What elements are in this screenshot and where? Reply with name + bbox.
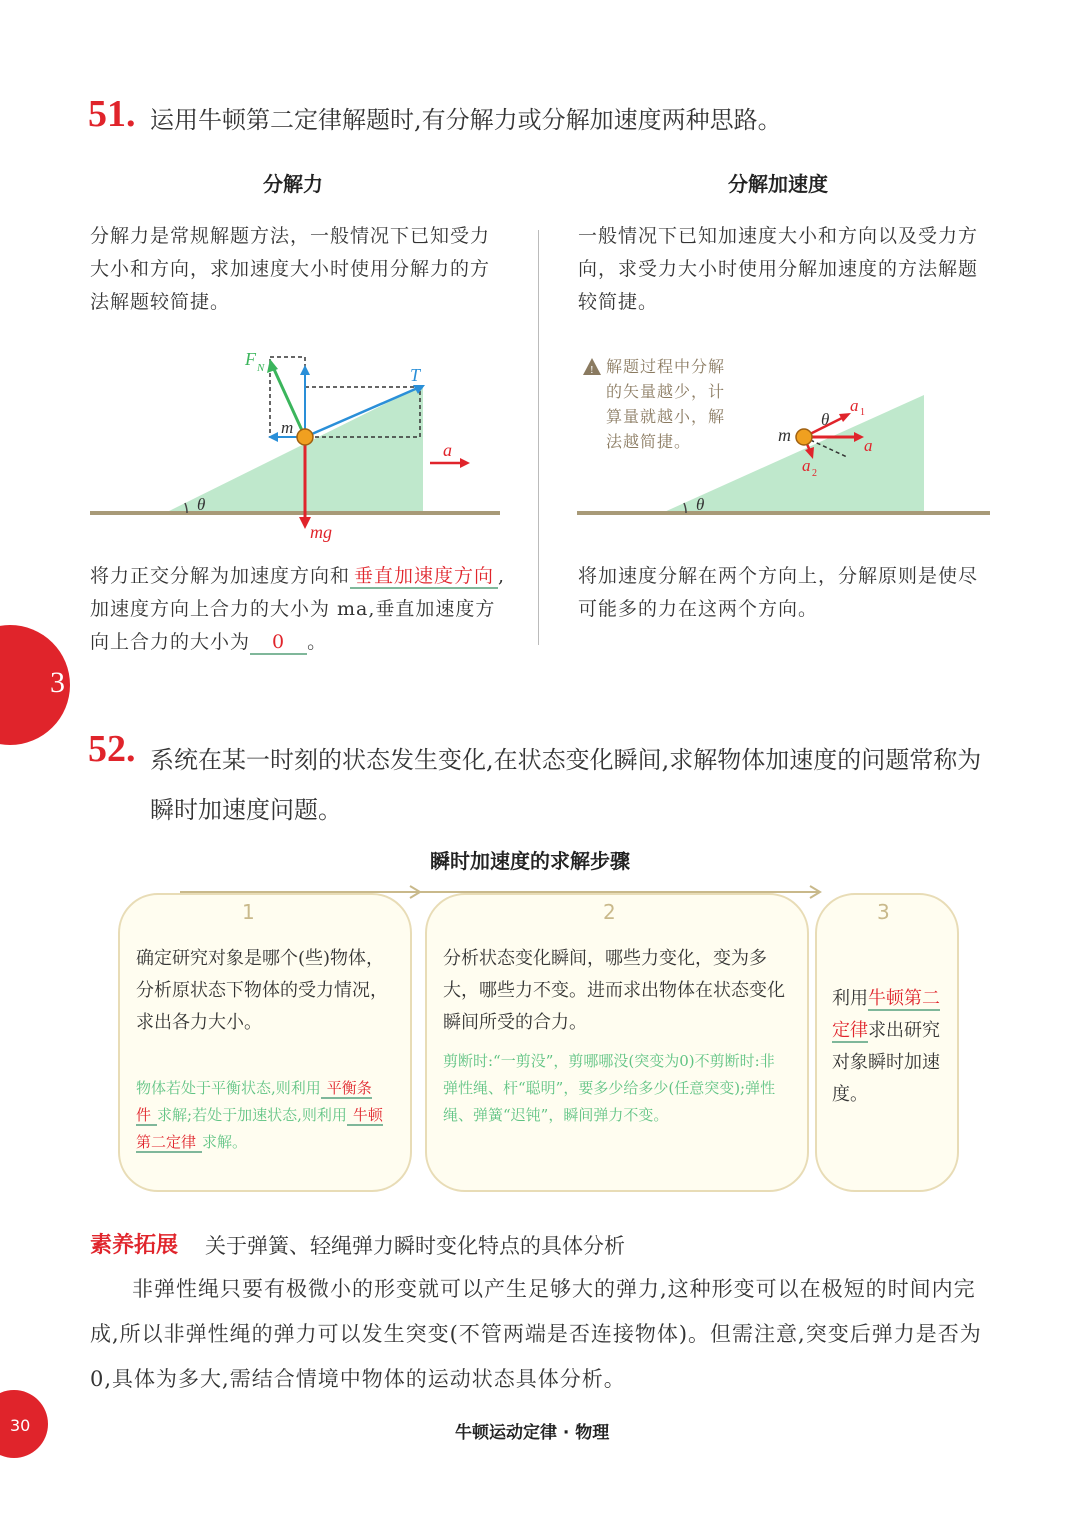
- question-52-number: 52.: [88, 728, 136, 770]
- fill-blank-1: 垂直加速度方向: [350, 565, 498, 589]
- step-3-number: 3: [877, 900, 890, 924]
- a1-label: a: [850, 396, 859, 415]
- chapter-number: 3: [50, 666, 65, 699]
- right-note-paragraph: 将加速度分解在两个方向上，分解原则是使尽可能多的力在这两个方向。: [578, 565, 979, 620]
- question-51-text: 运用牛顿第二定律解题时,有分解力或分解加速度两种思路。: [150, 106, 782, 134]
- acceleration-label: a: [443, 440, 452, 460]
- extension-tag: 素养拓展: [90, 1232, 179, 1258]
- step-1-tip-pre: 物体若处于平衡状态,则利用: [136, 1079, 321, 1097]
- warning-note: 解题过程中分解的矢量越少，计算量就越小，解法越简捷。: [606, 357, 726, 451]
- gravity-label: mg: [310, 522, 332, 542]
- theta-label: θ: [197, 495, 206, 514]
- question-51-number: 51.: [88, 93, 136, 135]
- mass-ball-right: [796, 429, 812, 445]
- warning-icon: [582, 357, 602, 377]
- fill-text-end: 。: [307, 631, 328, 653]
- column-divider: [538, 230, 539, 645]
- right-intro: 一般情况下已知加速度大小和方向以及受力方向，求受力大小时使用分解加速度的方法解题较简捷。: [578, 225, 979, 313]
- fill-text-mid: ,加速度方向上合力的大小为 ma,垂直加速度方向上合力的大小为: [90, 565, 506, 653]
- extension-title: 关于弹簧、轻绳弹力瞬时变化特点的具体分析: [205, 1234, 625, 1258]
- step-1-blank-1: 平衡条件: [136, 1079, 372, 1124]
- step-2-tip: 剪断时:“一剪没”，剪哪哪没(突变为0)不剪断时:非弹性绳、杆“聪明”，要多少给多少(任意突变);弹性绳、弹簧“迟钝”，瞬间弹力不变。: [443, 1052, 776, 1124]
- fill-text-pre: 将力正交分解为加速度方向和: [90, 565, 351, 587]
- step-1-main: 确定研究对象是哪个(些)物体，分析原状态下物体的受力情况，求出各力大小。: [136, 948, 388, 1033]
- step-3-pre: 利用: [832, 988, 868, 1009]
- svg-text:!: !: [590, 364, 594, 376]
- tension-label: T: [410, 365, 421, 385]
- footer-book-title: 牛顿运动定律 · 物理: [455, 1423, 610, 1443]
- a-label-right: a: [864, 436, 873, 455]
- step-1-tip: [136, 1075, 391, 1156]
- mass-ball: [297, 429, 313, 445]
- step-2-main: 分析状态变化瞬间，哪些力变化，变为多大，哪些力不变。进而求出物体在状态变化瞬间所受的合力。: [443, 948, 785, 1033]
- a1-subscript: 1: [860, 407, 865, 418]
- theta-label-right: θ: [696, 495, 705, 514]
- a2-subscript: 2: [812, 468, 817, 479]
- step-1-tip-mid: 求解;若处于加速状态,则利用: [157, 1106, 347, 1124]
- mass-label: m: [281, 418, 294, 437]
- normal-force-label: F: [245, 349, 256, 369]
- left-column-heading: 分解力: [263, 172, 323, 196]
- extension-body: 非弹性绳只要有极微小的形变就可以产生足够大的弹力,这种形变可以在极短的时间内完成,所以非弹性绳的弹力可以发生突变(不管两端是否连接物体)。但需注意,突变后弹力是否为0,具体为多大,需结合情境中物体的运动状态具体分析。: [90, 1277, 982, 1391]
- normal-force-subscript: N: [257, 362, 265, 374]
- step-1-blank-2: 牛顿第二定律: [136, 1106, 383, 1151]
- question-52-text: 系统在某一时刻的状态发生变化,在状态变化瞬间,求解物体加速度的问题常称为瞬时加速度问题。: [150, 746, 982, 824]
- force-decomposition-diagram: [85, 345, 505, 545]
- step-3-text: [832, 983, 944, 1111]
- mass-label-right: m: [778, 425, 791, 445]
- fill-blank-2: 0: [250, 631, 307, 655]
- left-fill-paragraph: [90, 560, 508, 659]
- step-2-number: 2: [603, 900, 616, 924]
- left-intro: 分解力是常规解题方法，一般情况下已知受力大小和方向，求加速度大小时使用分解力的方法解题较简捷。: [90, 225, 491, 313]
- theta-label-mass: θ: [821, 410, 830, 429]
- step-1-tip-end: 求解。: [202, 1133, 248, 1151]
- step-3-post: 求出研究对象瞬时加速度。: [832, 1020, 940, 1105]
- right-column-heading: 分解加速度: [728, 172, 828, 196]
- a2-label: a: [802, 456, 811, 475]
- step-3-blank: 牛顿第二定律: [832, 988, 940, 1041]
- step-box-2: [425, 893, 809, 1192]
- flow-title: 瞬时加速度的求解步骤: [430, 849, 630, 873]
- step-1-number: 1: [242, 900, 255, 924]
- slope: [165, 385, 423, 513]
- page-number: 30: [10, 1416, 31, 1435]
